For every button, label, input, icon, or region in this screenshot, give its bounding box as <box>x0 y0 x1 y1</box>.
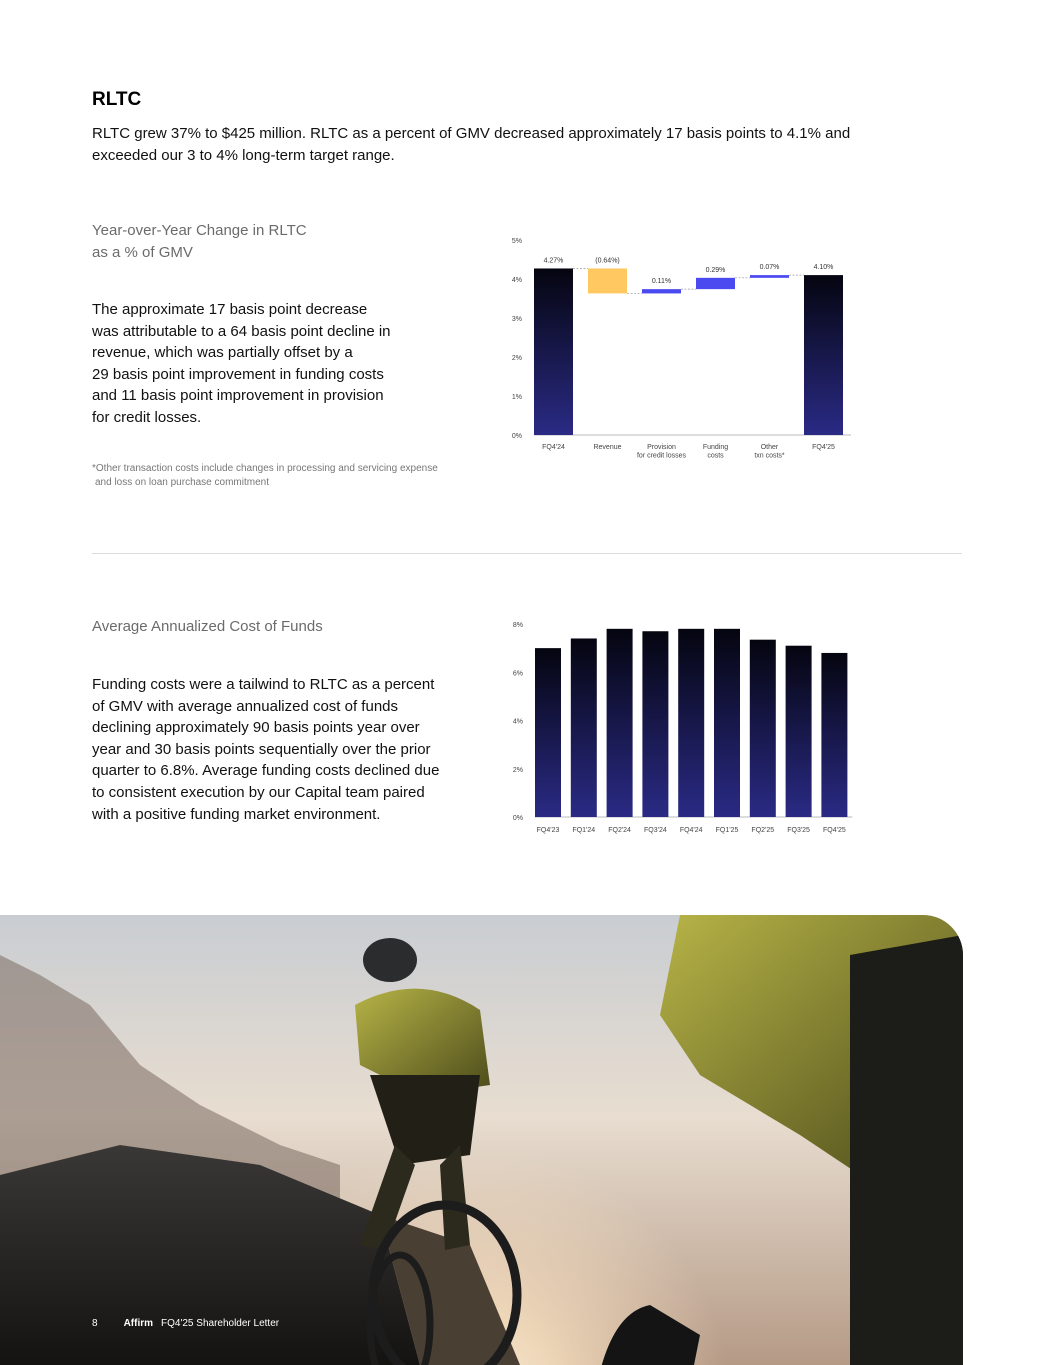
x-tick-label: FQ2'25 <box>751 827 775 834</box>
y-tick-label: 1% <box>511 394 522 401</box>
cyclists-photo <box>0 915 963 1365</box>
rltc-body-line: The approximate 17 basis point decrease <box>92 301 368 318</box>
y-tick-label: 4% <box>512 718 523 726</box>
cost-of-funds-bar <box>821 653 847 817</box>
data-label: 4.27% <box>543 257 564 265</box>
waterfall-bar <box>534 268 573 435</box>
doc-title: FQ4'25 Shareholder Letter <box>161 1318 280 1329</box>
cost-of-funds-bar <box>642 631 668 817</box>
x-tick-label: FQ4'24 <box>542 444 565 451</box>
cof-body-line: declining approximately 90 basis points year over <box>92 719 420 737</box>
data-label: 0.07% <box>759 264 780 272</box>
x-tick-label: txn costs* <box>754 452 785 460</box>
x-tick-label: FQ4'25 <box>812 444 835 451</box>
rltc-body-line: 29 basis point improvement in funding costs <box>92 365 384 383</box>
cof-body-line: of GMV with average annualized cost of funds <box>92 697 399 715</box>
cyclists-illustration <box>0 915 963 1365</box>
x-tick-label: Provision <box>647 444 676 451</box>
waterfall-bar <box>588 268 627 293</box>
cost-of-funds-bar <box>786 646 812 817</box>
cost-of-funds-bar <box>750 640 776 817</box>
y-tick-label: 3% <box>511 316 522 323</box>
cost-of-funds-bar <box>535 648 561 817</box>
y-tick-label: 2% <box>511 355 522 362</box>
x-tick-label: Revenue <box>593 444 622 451</box>
cost-of-funds-chart <box>495 610 865 840</box>
y-tick-label: 8% <box>512 622 523 629</box>
cost-of-funds-bar <box>714 629 740 817</box>
y-tick-label: 0% <box>511 433 522 440</box>
cof-body-line: quarter to 6.8%. Average funding costs declined due <box>92 762 440 780</box>
x-tick-label: for credit losses <box>636 452 687 460</box>
waterfall-bar <box>750 275 789 278</box>
cost-of-funds-bar <box>678 629 704 817</box>
rltc-body-line: was attributable to a 64 basis point decline in <box>92 322 391 340</box>
cost-of-funds-bar <box>607 629 633 817</box>
y-tick-label: 5% <box>511 238 522 245</box>
data-label: 0.29% <box>705 266 726 274</box>
rltc-body-line: for credit losses. <box>92 408 202 426</box>
x-tick-label: costs <box>707 452 724 460</box>
cof-body-line: with a positive funding market environment. <box>92 805 381 823</box>
y-tick-label: 6% <box>512 670 523 678</box>
footnote <box>92 462 472 490</box>
x-tick-label: FQ3'24 <box>644 827 667 834</box>
section-divider <box>92 553 962 554</box>
rltc-body-line: revenue, which was partially offset by a <box>92 344 353 362</box>
x-tick-label: FQ3'25 <box>787 827 810 834</box>
rltc-subtitle-line2: as a % of GMV <box>92 244 193 261</box>
waterfall-bar <box>696 278 735 289</box>
x-tick-label: FQ1'24 <box>572 827 596 834</box>
waterfall-bar <box>804 275 843 435</box>
cof-body-line: to consistent execution by our Capital team paired <box>92 783 425 801</box>
footnote-line1: *Other transaction costs include changes in processing and servicing expense <box>92 463 438 474</box>
cof-subtitle: Average Annualized Cost of Funds <box>92 618 323 635</box>
x-tick-label: FQ4'23 <box>536 827 560 834</box>
rltc-waterfall-chart <box>495 225 865 470</box>
rltc-subtitle-line1: Year-over-Year Change in RLTC <box>92 222 307 239</box>
y-tick-label: 2% <box>512 766 523 774</box>
data-label: 4.10% <box>813 264 834 272</box>
section-title: RLTC <box>92 89 142 110</box>
page-footer <box>92 1318 305 1329</box>
rltc-body <box>92 299 472 429</box>
y-tick-label: 0% <box>512 815 523 822</box>
rltc-subtitle <box>92 220 452 264</box>
x-tick-label: FQ2'24 <box>608 827 631 834</box>
waterfall-bar <box>642 289 681 293</box>
x-tick-label: FQ4'24 <box>679 827 703 834</box>
data-label: (0.64%) <box>595 257 620 265</box>
cof-body <box>92 674 482 825</box>
footnote-line2: and loss on loan purchase commitment <box>95 477 269 488</box>
x-tick-label: Other <box>760 444 779 451</box>
x-tick-label: Funding <box>702 444 729 451</box>
x-tick-label: FQ4'25 <box>823 827 846 834</box>
rltc-body-line: and 11 basis point improvement in provision <box>92 387 384 405</box>
y-tick-label: 4% <box>511 277 522 284</box>
page-number: 8 <box>92 1318 98 1329</box>
brand-name: Affirm <box>123 1318 154 1329</box>
cof-subtitle-wrap <box>92 616 452 638</box>
section-intro: RLTC grew 37% to $425 million. RLTC as a percent of GMV decreased approximately 17 basis points to 4.1% and exceeded our 3 to 4% long-term target range. <box>92 125 851 164</box>
x-tick-label: FQ1'25 <box>715 827 739 834</box>
cof-body-line: Funding costs were a tailwind to RLTC as a percent <box>92 676 435 693</box>
data-label: 0.11% <box>651 278 672 286</box>
cost-of-funds-bar <box>571 638 597 817</box>
cof-body-line: year and 30 basis points sequentially over the prior <box>92 740 431 758</box>
